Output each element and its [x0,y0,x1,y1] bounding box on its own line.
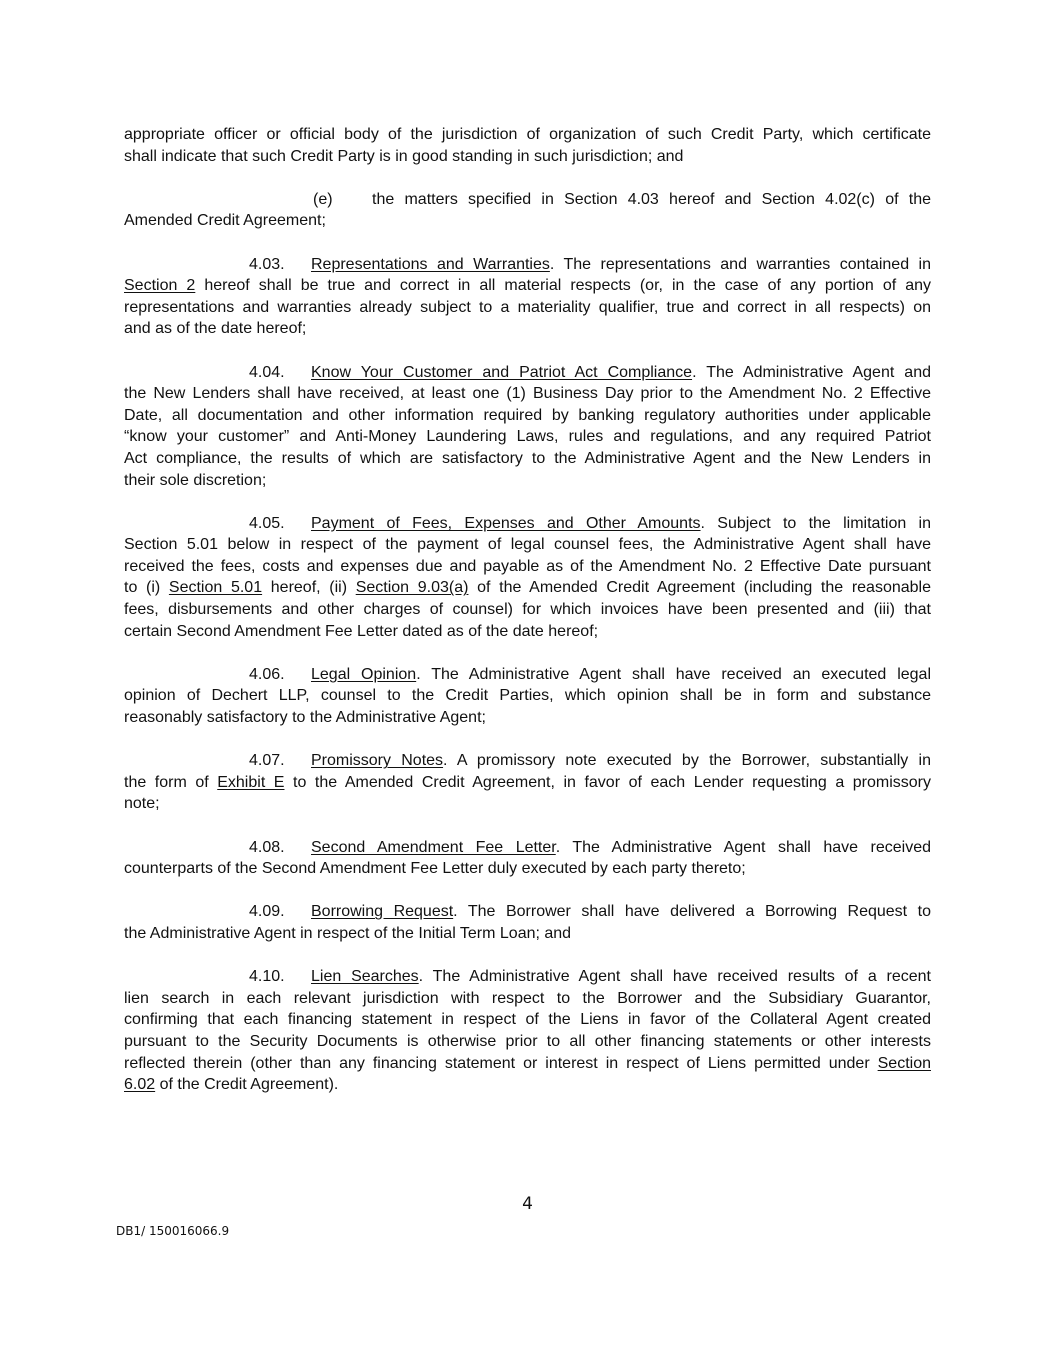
paragraph-line [124,297,931,319]
section-number: 4.07. [249,752,285,770]
line-text [311,837,931,859]
text-segment: hereof, (ii) [262,579,356,597]
text-segment: Section 5.01 below in respect of the payment of legal counsel fees, the Administrative Agent shall have [124,536,931,554]
text-segment: . The Administrative Agent and [692,363,931,381]
text-segment: . The Administrative Agent shall have received an executed legal [416,665,931,683]
underlined-reference: Legal Opinion [311,665,417,683]
text-segment: Act compliance, the results of which are satisfactory to the Administrative Agent and the New Lenders in [124,449,931,467]
section-paragraph [124,189,931,232]
text-segment: opinion of Dechert LLP, counsel to the Credit Parties, which opinion shall be in form and substance [124,687,931,705]
section-number: 4.05. [249,514,285,532]
page-number: 4 [522,1194,533,1214]
text-segment: . The Borrower shall have delivered a Borrowing Request to [453,903,931,921]
section-paragraph [124,254,931,340]
paragraph-line [124,664,931,686]
paragraph-line [124,1031,931,1053]
text-segment: of the Amended Credit Agreement (including the reasonable [468,579,932,597]
paragraph-line [124,318,931,340]
line-text [372,189,931,211]
text-segment: pursuant to the Security Documents is otherwise prior to all other financing statements or other interests [124,1032,931,1050]
paragraph-line [124,988,931,1010]
section-paragraph [124,837,931,880]
indent [124,966,249,988]
line-text [311,901,931,923]
text-segment: . A promissory note executed by the Borrower, substantially in [443,752,931,770]
paragraph-line [124,275,931,297]
text-segment: confirming that each financing statement in respect of the Liens in favor of the Collateral Agent created [124,1011,931,1029]
underlined-reference: Section [877,1054,931,1072]
text-segment: the matters specified in Section 4.03 hereof and Section 4.02(c) of the [372,190,931,208]
paragraph-line [124,513,931,535]
line-text [311,750,931,772]
underlined-reference: Promissory Notes [311,752,444,770]
paragraph-line [124,577,931,599]
paragraph-line [124,448,931,470]
paragraph-line [124,470,931,492]
text-segment: note; [124,795,160,813]
text-segment: the Administrative Agent in respect of the Initial Term Loan; and [124,924,572,942]
underlined-reference: Know Your Customer and Patriot Act Compliance [311,363,693,381]
text-segment: . The Administrative Agent shall have received [555,838,932,856]
text-segment: appropriate officer or official body of the jurisdiction of organization of such Credit Party, which certificate [124,126,931,143]
paragraph-line [124,599,931,621]
text-segment: Date, all documentation and other information required by banking regulatory authorities under applicable [124,406,931,424]
indent [124,189,313,211]
text-segment: representations and warranties already subject to a materiality qualifier, true and correct in all respects) on [124,298,931,316]
section-paragraph [124,966,931,1096]
text-segment: reasonably satisfactory to the Administrative Agent; [124,709,486,727]
paragraph-line [124,858,931,880]
paragraph-line [124,426,931,448]
paragraph-line [124,383,931,405]
underlined-reference: Payment of Fees, Expenses and Other Amounts [311,514,701,532]
paragraph-line [124,254,931,276]
section-number: 4.03. [249,255,285,273]
text-segment: the New Lenders shall have received, at least one (1) Business Day prior to the Amendment No. 2 Effective [124,385,931,403]
underlined-reference: Exhibit E [217,773,285,791]
text-segment: counterparts of the Second Amendment Fee Letter duly executed by each party thereto; [124,860,746,878]
section-paragraph [124,901,931,944]
paragraph [124,124,931,167]
text-segment: the form of [124,773,218,791]
text-segment: hereof shall be true and correct in all material respects (or, in the case of any portion of any [195,277,931,295]
paragraph-line [124,405,931,427]
section-number: (e) [313,190,333,208]
section-number: 4.09. [249,903,285,921]
paragraph-line [124,923,931,945]
indent [124,901,249,923]
line-text [311,966,931,988]
text-segment: “know your customer” and Anti-Money Laundering Laws, rules and regulations, and any required Patriot [124,428,931,446]
underlined-reference: Second Amendment Fee Letter [311,838,556,856]
indent [124,837,249,859]
underlined-reference: Section 9.03(a) [355,579,469,597]
paragraph-line [124,362,931,384]
indent [124,362,249,384]
indent [124,750,249,772]
text-segment: and as of the date hereof; [124,320,307,338]
paragraph-line [124,1053,931,1075]
text-segment: reflected therein (other than any financing statement or interest in respect of Liens permitted under [124,1054,878,1072]
paragraph-line [124,621,931,643]
section-paragraph [124,664,931,729]
paragraph-line [124,189,931,211]
paragraph-line [124,966,931,988]
text-segment: to (i) [124,579,169,597]
text-segment: shall indicate that such Credit Party is in good standing in such jurisdiction; and [124,147,684,165]
text-segment: . Subject to the limitation in [700,514,932,532]
section-paragraph [124,750,931,815]
indent [124,664,249,686]
section-paragraph [124,513,931,643]
text-segment: certain Second Amendment Fee Letter dated as of the date hereof; [124,622,599,640]
paragraph-line [124,146,931,168]
indent [124,513,249,535]
section-number: 4.10. [249,968,285,986]
underlined-reference: Section 5.01 [168,579,263,597]
text-segment: fees, disbursements and other charges of counsel) for which invoices have been presented and (iii) that [124,601,931,619]
paragraph-line [124,707,931,729]
paragraph-line [124,793,931,815]
line-text [311,513,931,535]
paragraph-line [124,556,931,578]
section-number: 4.08. [249,838,285,856]
text-segment: of the Credit Agreement). [155,1076,339,1094]
underlined-reference: Representations and Warranties [311,255,550,273]
section-paragraph [124,362,931,492]
underlined-reference: Lien Searches [311,968,419,986]
text-segment: . The representations and warranties contained in [549,255,932,273]
paragraph-line [124,772,931,794]
paragraph-line [124,124,931,146]
paragraph-line [124,1074,931,1096]
indent [124,254,249,276]
paragraph-line [124,901,931,923]
text-segment: . The Administrative Agent shall have received results of a recent [418,968,931,986]
line-text [311,362,931,384]
paragraph-line [124,1009,931,1031]
section-number: 4.06. [249,665,285,683]
text-segment: their sole discretion; [124,471,267,489]
text-segment: to the Amended Credit Agreement, in favor of each Lender requesting a promissory [284,773,932,791]
document-id: DB1/ 150016066.9 [116,1224,230,1238]
underlined-reference: Borrowing Request [311,903,454,921]
text-segment: received the fees, costs and expenses due and payable as of the Amendment No. 2 Effective Date pursuant [124,557,931,575]
underlined-reference: 6.02 [124,1076,156,1094]
line-text [311,254,931,276]
text-segment: Amended Credit Agreement; [124,212,326,230]
line-text [311,664,931,686]
paragraph-line [124,534,931,556]
paragraph-line [124,210,931,232]
text-segment: lien search in each relevant jurisdiction with respect to the Borrower and the Subsidiary Guarantor, [124,989,931,1007]
paragraph-line [124,750,931,772]
section-number: 4.04. [249,363,285,381]
paragraph-line [124,837,931,859]
document-body [124,124,931,1117]
paragraph-line [124,685,931,707]
underlined-reference: Section 2 [124,277,196,295]
